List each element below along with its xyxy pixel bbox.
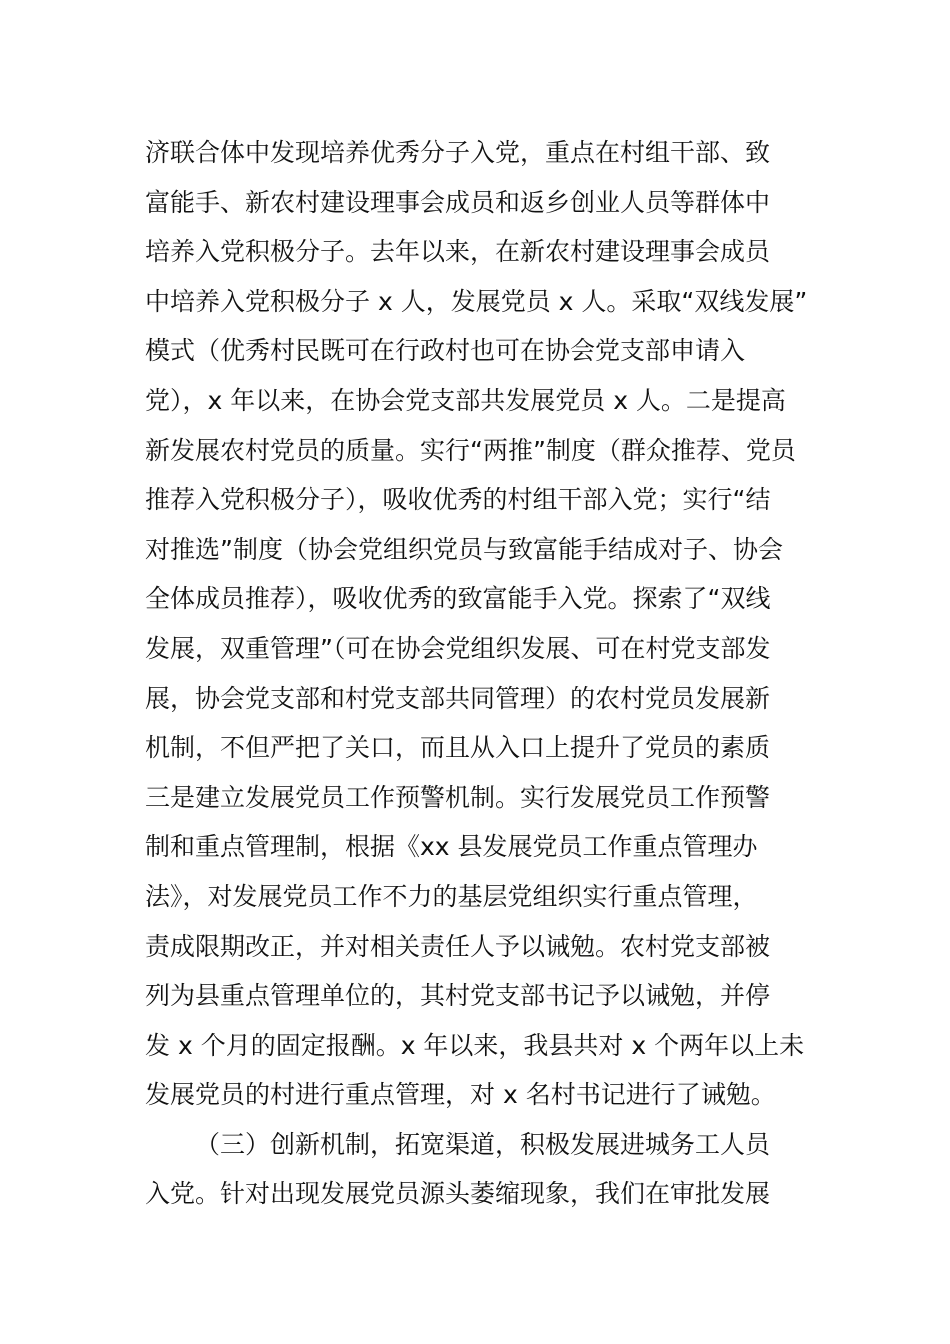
text-line: 发展，双重管理”（可在协会党组织发展、可在村党支部发 (145, 633, 771, 663)
text-line: 推荐入党积极分子），吸收优秀的村组干部入党；实行“结 (145, 485, 771, 515)
text-line: 入党。针对出现发展党员源头萎缩现象，我们在审批发展 (145, 1179, 771, 1209)
text-line: 发 x 个月的固定报酬。x 年以来，我县共对 x 个两年以上未 (145, 1030, 805, 1060)
text-line: 列为县重点管理单位的，其村党支部书记予以诫勉，并停 (145, 981, 771, 1011)
text-line: 培养入党积极分子。去年以来，在新农村建设理事会成员 (145, 237, 771, 267)
text-line: 模式（优秀村民既可在行政村也可在协会党支部申请入 (145, 336, 746, 366)
text-line: 机制，不但严把了关口，而且从入口上提升了党员的素质 (145, 733, 771, 763)
text-line: 展，协会党支部和村党支部共同管理）的农村党员发展新 (145, 683, 771, 713)
text-line: 制和重点管理制，根据《xx 县发展党员工作重点管理办 (145, 832, 758, 862)
text-line: 中培养入党积极分子 x 人，发展党员 x 人。采取“双线发展” (145, 286, 808, 316)
text-line: 发展党员的村进行重点管理，对 x 名村书记进行了诫勉。 (145, 1080, 776, 1110)
text-line: 法》，对发展党员工作不力的基层党组织实行重点管理， (145, 881, 758, 911)
text-line: 对推选”制度（协会党组织党员与致富能手结成对子、协会 (145, 534, 783, 564)
text-line: 三是建立发展党员工作预警机制。实行发展党员工作预警 (145, 782, 771, 812)
text-line: 责成限期改正，并对相关责任人予以诫勉。农村党支部被 (145, 931, 771, 961)
text-line: 济联合体中发现培养优秀分子入党，重点在村组干部、致 (145, 138, 771, 167)
section-heading-line: （三）创新机制，拓宽渠道，积极发展进城务工人员 (195, 1129, 771, 1159)
text-line: 富能手、新农村建设理事会成员和返乡创业人员等群体中 (145, 187, 771, 217)
text-line: 全体成员推荐），吸收优秀的致富能手入党。探索了“双线 (145, 584, 771, 614)
text-line: 党），x 年以来，在协会党支部共发展党员 x 人。二是提高 (145, 385, 786, 415)
body-text (145, 128, 810, 1219)
text-line: 新发展农村党员的质量。实行“两推”制度（群众推荐、党员 (145, 435, 796, 465)
